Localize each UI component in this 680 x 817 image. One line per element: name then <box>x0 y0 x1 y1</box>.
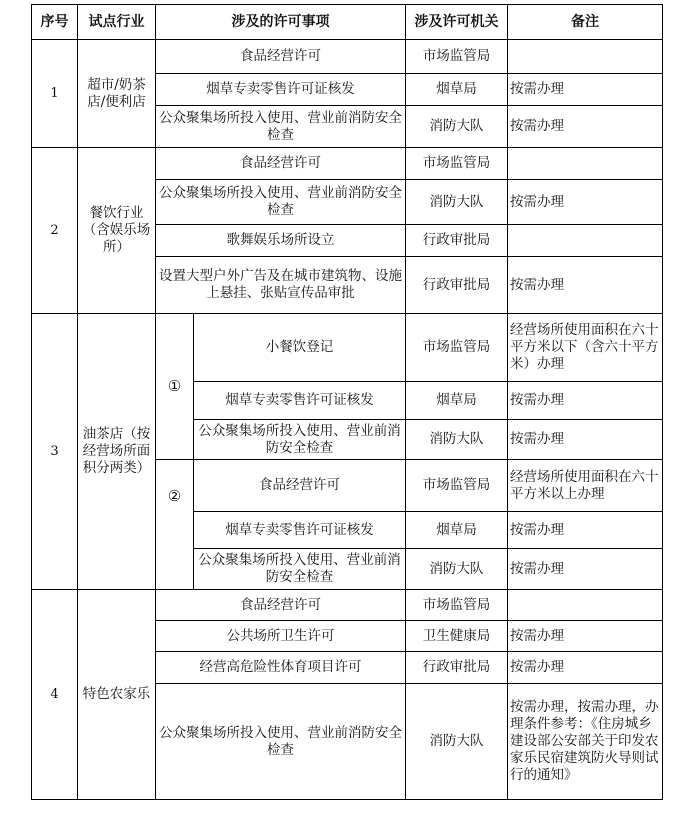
note-cell: 按需办理 <box>508 74 663 106</box>
permit-cell: 烟草专卖零售许可证核发 <box>194 512 406 549</box>
agency-cell: 市场监管局 <box>406 314 508 382</box>
header-note: 备注 <box>508 5 663 40</box>
agency-cell: 行政审批局 <box>406 257 508 314</box>
header-agency: 涉及许可机关 <box>406 5 508 40</box>
table-row <box>32 590 663 621</box>
agency-cell: 烟草局 <box>406 74 508 106</box>
permit-cell: 公众聚集场所投入使用、营业前消防安全检查 <box>156 684 406 800</box>
note-cell: 按需办理 <box>508 549 663 590</box>
industry-cell: 餐饮行业（含娱乐场所） <box>78 148 156 314</box>
permit-cell: 公共场所卫生许可 <box>156 621 406 652</box>
permit-cell: 烟草专卖零售许可证核发 <box>194 382 406 420</box>
agency-cell: 消防大队 <box>406 180 508 225</box>
permit-cell: 歌舞娱乐场所设立 <box>156 225 406 257</box>
agency-cell: 行政审批局 <box>406 652 508 684</box>
header-row <box>32 5 663 40</box>
agency-cell: 卫生健康局 <box>406 621 508 652</box>
note-cell: 经营场所使用面积在六十平方米以上办理 <box>508 460 663 512</box>
seq-cell: 2 <box>32 148 78 314</box>
industry-cell: 油茶店（按经营场所面积分两类） <box>78 314 156 590</box>
agency-cell: 市场监管局 <box>406 148 508 180</box>
agency-cell: 市场监管局 <box>406 590 508 621</box>
permit-cell: 小餐饮登记 <box>194 314 406 382</box>
permit-cell: 设置大型户外广告及在城市建筑物、设施上悬挂、张贴宣传品审批 <box>156 257 406 314</box>
note-cell <box>508 225 663 257</box>
header-industry: 试点行业 <box>78 5 156 40</box>
permit-cell: 烟草专卖零售许可证核发 <box>156 74 406 106</box>
subtype-2-label: ② <box>156 460 194 590</box>
permit-cell: 食品经营许可 <box>156 590 406 621</box>
note-cell: 按需办理 <box>508 257 663 314</box>
note-cell: 按需办理 <box>508 652 663 684</box>
table-row <box>32 40 663 74</box>
agency-cell: 市场监管局 <box>406 460 508 512</box>
permit-cell: 食品经营许可 <box>156 148 406 180</box>
permit-cell: 公众聚集场所投入使用、营业前消防安全检查 <box>156 106 406 148</box>
agency-cell: 市场监管局 <box>406 40 508 74</box>
note-cell: 按需办理 <box>508 512 663 549</box>
permit-cell: 食品经营许可 <box>194 460 406 512</box>
note-cell: 按需办理 <box>508 180 663 225</box>
agency-cell: 烟草局 <box>406 382 508 420</box>
agency-cell: 消防大队 <box>406 106 508 148</box>
note-cell <box>508 148 663 180</box>
permit-table <box>31 4 663 800</box>
seq-cell: 4 <box>32 590 78 800</box>
note-cell: 按需办理 <box>508 106 663 148</box>
agency-cell: 消防大队 <box>406 549 508 590</box>
industry-cell: 超市/奶茶店/便利店 <box>78 40 156 148</box>
note-cell: 经营场所使用面积在六十平方米以下（含六十平方米）办理 <box>508 314 663 382</box>
note-cell <box>508 40 663 74</box>
permit-cell: 公众聚集场所投入使用、营业前消防安全检查 <box>194 549 406 590</box>
header-seq: 序号 <box>32 5 78 40</box>
seq-cell: 1 <box>32 40 78 148</box>
note-cell: 按需办理 <box>508 420 663 460</box>
note-cell <box>508 590 663 621</box>
seq-cell: 3 <box>32 314 78 590</box>
note-cell: 按需办理 <box>508 382 663 420</box>
permit-cell: 食品经营许可 <box>156 40 406 74</box>
note-cell: 按需办理 <box>508 621 663 652</box>
agency-cell: 消防大队 <box>406 420 508 460</box>
permit-cell: 经营高危险性体育项目许可 <box>156 652 406 684</box>
agency-cell: 行政审批局 <box>406 225 508 257</box>
agency-cell: 烟草局 <box>406 512 508 549</box>
permit-cell: 公众聚集场所投入使用、营业前消防安全检查 <box>194 420 406 460</box>
table-row <box>32 148 663 180</box>
subtype-1-label: ① <box>156 314 194 460</box>
permit-cell: 公众聚集场所投入使用、营业前消防安全检查 <box>156 180 406 225</box>
header-permit: 涉及的许可事项 <box>156 5 406 40</box>
note-cell: 按需办理，按需办理，办理条件参考：《住房城乡建设部公安部关于印发农家乐民宿建筑防火导则试行的通知》 <box>508 684 663 800</box>
agency-cell: 消防大队 <box>406 684 508 800</box>
industry-cell: 特色农家乐 <box>78 590 156 800</box>
table-row <box>32 314 663 382</box>
